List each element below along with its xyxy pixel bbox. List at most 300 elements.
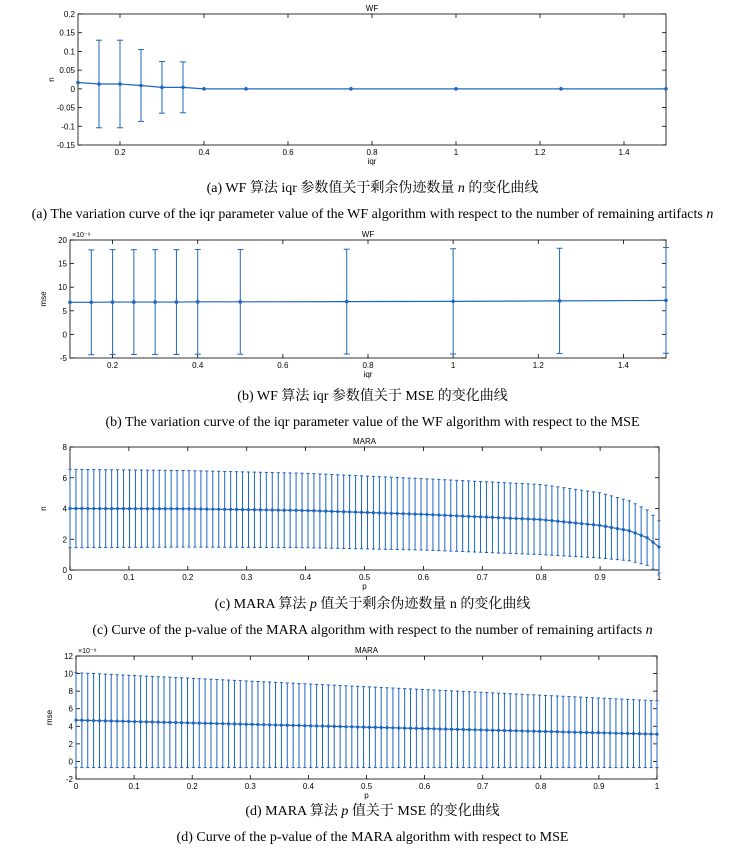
x-tick-label: 0.5 — [360, 782, 373, 791]
data-point — [638, 732, 641, 735]
plot-area — [76, 656, 657, 779]
data-point — [585, 731, 588, 734]
data-point — [127, 720, 130, 723]
data-point — [409, 727, 412, 730]
data-point — [294, 509, 297, 512]
data-point — [573, 731, 576, 734]
data-point — [174, 721, 177, 724]
x-tick-label: 1 — [656, 573, 662, 582]
data-point — [187, 507, 190, 510]
data-point — [479, 728, 482, 731]
data-point — [74, 507, 77, 510]
data-point — [391, 726, 394, 729]
data-point — [591, 731, 594, 734]
caption-text: 值关于 MSE 的变化曲线 — [348, 804, 500, 819]
caption-text: (b) WF 算法 iqr 参数值关于 MSE 的变化曲线 — [237, 389, 508, 404]
data-point — [158, 507, 161, 510]
data-point — [467, 515, 470, 518]
chart-title: MARA — [352, 437, 377, 446]
y-tick-label: 0.2 — [63, 10, 75, 19]
data-point — [181, 86, 185, 90]
data-point — [309, 724, 312, 727]
caption-text: (a) The variation curve of the iqr parameter value of the WF algorithm with respect to the number of remaining artifacts — [31, 207, 707, 222]
caption-var: n — [706, 207, 714, 222]
data-point — [515, 517, 518, 520]
data-point — [497, 516, 500, 519]
y-tick-label: 2 — [68, 739, 73, 749]
x-tick-label: 0.4 — [192, 361, 204, 370]
chart-title: WF — [365, 4, 379, 13]
data-point — [175, 507, 178, 510]
data-point — [559, 87, 563, 91]
x-tick-label: 0.7 — [477, 782, 489, 791]
data-point — [139, 84, 143, 88]
y-tick-label: 0.05 — [59, 66, 75, 76]
data-point — [265, 508, 268, 511]
data-point — [538, 518, 541, 521]
data-point — [271, 508, 274, 511]
plot-area — [70, 240, 666, 358]
data-point — [121, 720, 124, 723]
data-point — [413, 512, 416, 515]
data-point — [556, 730, 559, 733]
data-point — [115, 720, 118, 723]
y-tick-label: -0.1 — [61, 122, 75, 132]
data-point — [321, 724, 324, 727]
y-tick-label: 0.15 — [59, 28, 75, 38]
data-point — [350, 725, 353, 728]
data-point — [360, 511, 363, 514]
caption-text: (d) Curve of the p-value of the MARA algorithm with respect to MSE — [176, 830, 569, 845]
y-exponent-label: ×10⁻⁹ — [78, 648, 97, 655]
data-point — [205, 507, 208, 510]
data-point — [132, 300, 136, 304]
data-point — [110, 507, 113, 510]
data-point — [160, 86, 164, 90]
x-tick-label: 0.4 — [300, 573, 312, 582]
data-point — [664, 299, 668, 303]
data-point — [104, 507, 107, 510]
x-tick-label: 0.7 — [476, 573, 488, 582]
data-point — [217, 508, 220, 511]
y-tick-label: 6 — [68, 704, 73, 714]
data-point — [345, 300, 349, 304]
data-point — [312, 509, 315, 512]
data-point — [330, 510, 333, 513]
y-tick-label: -5 — [59, 354, 67, 363]
x-tick-label: 0.4 — [198, 148, 210, 157]
data-point — [567, 730, 570, 733]
data-point — [297, 724, 300, 727]
panel-b — [0, 228, 745, 440]
caption-d-en — [0, 830, 745, 846]
data-point — [239, 723, 242, 726]
data-point — [198, 722, 201, 725]
data-point — [402, 512, 405, 515]
data-point — [362, 725, 365, 728]
data-point — [509, 517, 512, 520]
data-point — [461, 514, 464, 517]
data-point — [233, 722, 236, 725]
data-point — [403, 726, 406, 729]
data-point — [384, 512, 387, 515]
x-axis-label: iqr — [363, 370, 373, 379]
data-point — [139, 720, 142, 723]
y-tick-label: 4 — [62, 504, 67, 514]
data-point — [550, 519, 553, 522]
chart-b — [0, 228, 745, 388]
data-point — [455, 514, 458, 517]
caption-text: (c) MARA 算法 — [214, 597, 310, 612]
data-point — [92, 507, 95, 510]
data-point — [603, 731, 606, 734]
data-point — [209, 722, 212, 725]
data-point — [92, 719, 95, 722]
data-point — [419, 513, 422, 516]
data-point — [366, 511, 369, 514]
data-point — [485, 516, 488, 519]
data-point — [162, 721, 165, 724]
data-point — [306, 509, 309, 512]
data-point — [318, 509, 321, 512]
data-point — [204, 722, 207, 725]
data-point — [664, 87, 668, 91]
data-point — [168, 721, 171, 724]
data-point — [655, 733, 658, 736]
data-point — [485, 728, 488, 731]
data-point — [324, 510, 327, 513]
data-point — [544, 730, 547, 733]
data-point — [432, 727, 435, 730]
data-point — [580, 522, 583, 525]
data-point — [562, 730, 565, 733]
data-point — [374, 726, 377, 729]
y-axis-label: mse — [39, 291, 48, 307]
data-point — [289, 509, 292, 512]
data-point — [390, 512, 393, 515]
data-point — [286, 724, 289, 727]
data-point — [462, 728, 465, 731]
y-tick-label: -0.05 — [56, 103, 75, 113]
data-point — [336, 510, 339, 513]
data-point — [574, 521, 577, 524]
caption-text: (c) Curve of the p-value of the MARA algorithm with respect to the number of remaining artifacts — [92, 623, 646, 638]
data-point — [292, 724, 295, 727]
y-tick-label: 0 — [68, 757, 73, 767]
y-tick-label: 0 — [62, 566, 67, 575]
data-point — [397, 726, 400, 729]
x-tick-label: 1 — [654, 782, 660, 791]
x-tick-label: 0.4 — [302, 782, 314, 791]
y-exponent-label: ×10⁻⁹ — [72, 232, 91, 239]
data-point — [604, 525, 607, 528]
data-point — [128, 507, 131, 510]
data-point — [327, 725, 330, 728]
x-tick-label: 0.9 — [593, 782, 605, 791]
x-tick-label: 0.2 — [186, 782, 198, 791]
y-tick-label: -0.15 — [56, 141, 75, 150]
y-tick-label: -2 — [65, 775, 73, 784]
y-tick-label: 6 — [62, 473, 67, 483]
y-axis-label: n — [47, 77, 56, 82]
caption-var: n — [645, 623, 653, 638]
data-point — [274, 723, 277, 726]
x-tick-label: 1.4 — [617, 361, 629, 370]
panel-c — [0, 432, 745, 647]
data-point — [250, 723, 253, 726]
data-point — [300, 509, 303, 512]
x-tick-label: 0.8 — [362, 361, 374, 370]
data-point — [348, 510, 351, 513]
data-point — [221, 722, 224, 725]
data-point — [608, 731, 611, 734]
data-point — [199, 507, 202, 510]
x-tick-label: 1.2 — [532, 361, 544, 370]
data-point — [421, 727, 424, 730]
x-tick-label: 0.6 — [277, 361, 289, 370]
x-tick-label: 0.8 — [366, 148, 378, 157]
data-point — [372, 511, 375, 514]
data-point — [262, 723, 265, 726]
chart-d — [0, 642, 745, 802]
data-point — [515, 729, 518, 732]
x-tick-label: 0.6 — [282, 148, 294, 157]
data-point — [104, 719, 107, 722]
data-point — [97, 82, 101, 86]
data-point — [443, 514, 446, 517]
data-point — [473, 728, 476, 731]
data-point — [354, 511, 357, 514]
x-tick-label: 0.1 — [128, 782, 140, 791]
data-point — [503, 516, 506, 519]
caption-d-cn — [0, 804, 745, 820]
data-point — [509, 729, 512, 732]
data-point — [245, 723, 248, 726]
data-point — [438, 727, 441, 730]
caption-text: (a) WF 算法 iqr 参数值关于剩余伪迹数量 — [206, 181, 458, 196]
data-point — [170, 507, 173, 510]
data-point — [349, 87, 353, 91]
data-point — [521, 517, 524, 520]
x-axis-label: p — [362, 582, 367, 591]
data-point — [427, 727, 430, 730]
caption-var: p — [341, 804, 349, 819]
data-point — [98, 507, 101, 510]
data-point — [526, 729, 529, 732]
data-point — [133, 720, 136, 723]
data-point — [111, 300, 115, 304]
data-point — [444, 727, 447, 730]
data-point — [229, 508, 232, 511]
chart-title: WF — [361, 230, 375, 239]
data-point — [650, 732, 653, 735]
data-point — [614, 732, 617, 735]
data-point — [268, 723, 271, 726]
data-point — [256, 723, 259, 726]
data-point — [385, 726, 388, 729]
data-point — [238, 300, 242, 304]
caption-c-en — [0, 623, 745, 639]
caption-text: 的变化曲线 — [464, 181, 539, 196]
data-point — [175, 300, 179, 304]
x-tick-label: 0.3 — [244, 782, 256, 791]
data-point — [140, 507, 143, 510]
data-point — [579, 731, 582, 734]
data-point — [227, 722, 230, 725]
x-tick-label: 0 — [67, 573, 73, 582]
data-point — [157, 721, 160, 724]
data-point — [527, 517, 530, 520]
data-point — [277, 509, 280, 512]
data-point — [122, 507, 125, 510]
y-axis-label: n — [39, 506, 48, 511]
data-point — [396, 512, 399, 515]
data-point — [449, 514, 452, 517]
y-tick-label: 5 — [62, 306, 67, 316]
data-point — [616, 527, 619, 530]
data-point — [118, 82, 122, 86]
data-point — [153, 300, 157, 304]
data-point — [186, 721, 189, 724]
data-point — [520, 729, 523, 732]
data-point — [634, 531, 637, 534]
data-point — [134, 507, 137, 510]
data-point — [425, 513, 428, 516]
caption-var: n — [457, 181, 465, 196]
data-point — [532, 730, 535, 733]
data-point — [342, 510, 345, 513]
data-point — [241, 508, 244, 511]
x-tick-label: 0.2 — [182, 573, 194, 582]
x-tick-label: 0.8 — [535, 573, 547, 582]
y-tick-label: 15 — [58, 259, 67, 269]
data-point — [558, 299, 562, 303]
data-point — [80, 719, 83, 722]
data-point — [215, 722, 218, 725]
data-point — [223, 508, 226, 511]
caption-var: p — [309, 597, 317, 612]
data-point — [620, 732, 623, 735]
data-point — [164, 507, 167, 510]
data-point — [247, 508, 250, 511]
data-point — [610, 526, 613, 529]
data-point — [180, 721, 183, 724]
data-point — [338, 725, 341, 728]
data-point — [562, 520, 565, 523]
data-point — [632, 732, 635, 735]
data-point — [192, 721, 195, 724]
panel-a — [0, 0, 745, 230]
chart-title: MARA — [354, 646, 379, 655]
data-point — [628, 529, 631, 532]
y-tick-label: 4 — [68, 722, 73, 732]
x-tick-label: 1 — [453, 148, 459, 157]
data-point — [86, 719, 89, 722]
caption-text: 值关于剩余伪迹数量 n 的变化曲线 — [316, 597, 531, 612]
data-point — [544, 518, 547, 521]
caption-a-en — [0, 207, 745, 223]
data-point — [76, 81, 80, 85]
data-point — [592, 523, 595, 526]
plot-area — [78, 14, 666, 145]
data-point — [98, 719, 101, 722]
data-point — [556, 520, 559, 523]
data-point — [315, 724, 318, 727]
data-point — [497, 729, 500, 732]
caption-b-cn — [0, 389, 745, 405]
data-point — [468, 728, 471, 731]
data-point — [532, 518, 535, 521]
data-point — [451, 300, 455, 304]
panel-d — [0, 642, 745, 855]
x-tick-label: 0.9 — [594, 573, 606, 582]
x-tick-label: 0.3 — [241, 573, 253, 582]
x-tick-label: 0 — [73, 782, 79, 791]
data-point — [356, 725, 359, 728]
data-point — [116, 507, 119, 510]
x-axis-label: iqr — [367, 157, 377, 166]
caption-b-en — [0, 415, 745, 431]
data-point — [74, 719, 77, 722]
data-point — [408, 512, 411, 515]
data-point — [640, 534, 643, 537]
x-tick-label: 0.6 — [417, 573, 429, 582]
data-point — [202, 87, 206, 91]
data-point — [550, 730, 553, 733]
y-tick-label: 20 — [58, 236, 67, 245]
y-tick-label: 8 — [62, 443, 67, 452]
caption-a-cn — [0, 181, 745, 197]
y-tick-label: 0 — [62, 330, 67, 340]
data-point — [193, 507, 196, 510]
data-point — [626, 732, 629, 735]
x-tick-label: 0.2 — [107, 361, 119, 370]
y-axis-label: mse — [45, 709, 54, 726]
y-tick-label: 2 — [62, 535, 67, 545]
data-point — [538, 730, 541, 733]
data-point — [152, 507, 155, 510]
data-point — [479, 515, 482, 518]
data-point — [68, 301, 72, 305]
data-point — [622, 528, 625, 531]
data-point — [651, 541, 654, 544]
caption-text: (d) MARA 算法 — [245, 804, 342, 819]
data-point — [80, 507, 83, 510]
chart-a — [0, 0, 745, 180]
data-point — [211, 508, 214, 511]
y-tick-label: 10 — [64, 669, 73, 679]
data-point — [473, 515, 476, 518]
x-tick-label: 0.5 — [358, 573, 371, 582]
x-tick-label: 0.2 — [114, 148, 126, 157]
data-point — [380, 726, 383, 729]
data-point — [597, 731, 600, 734]
data-point — [450, 728, 453, 731]
y-tick-label: 8 — [68, 687, 73, 697]
data-point — [644, 732, 647, 735]
data-point — [68, 507, 71, 510]
data-point — [181, 507, 184, 510]
data-point — [333, 725, 336, 728]
caption-c-cn — [0, 597, 745, 613]
data-point — [491, 729, 494, 732]
data-point — [368, 726, 371, 729]
x-tick-label: 1.2 — [534, 148, 546, 157]
data-point — [657, 545, 660, 548]
data-point — [454, 87, 458, 91]
chart-c — [0, 432, 745, 595]
data-point — [235, 508, 238, 511]
